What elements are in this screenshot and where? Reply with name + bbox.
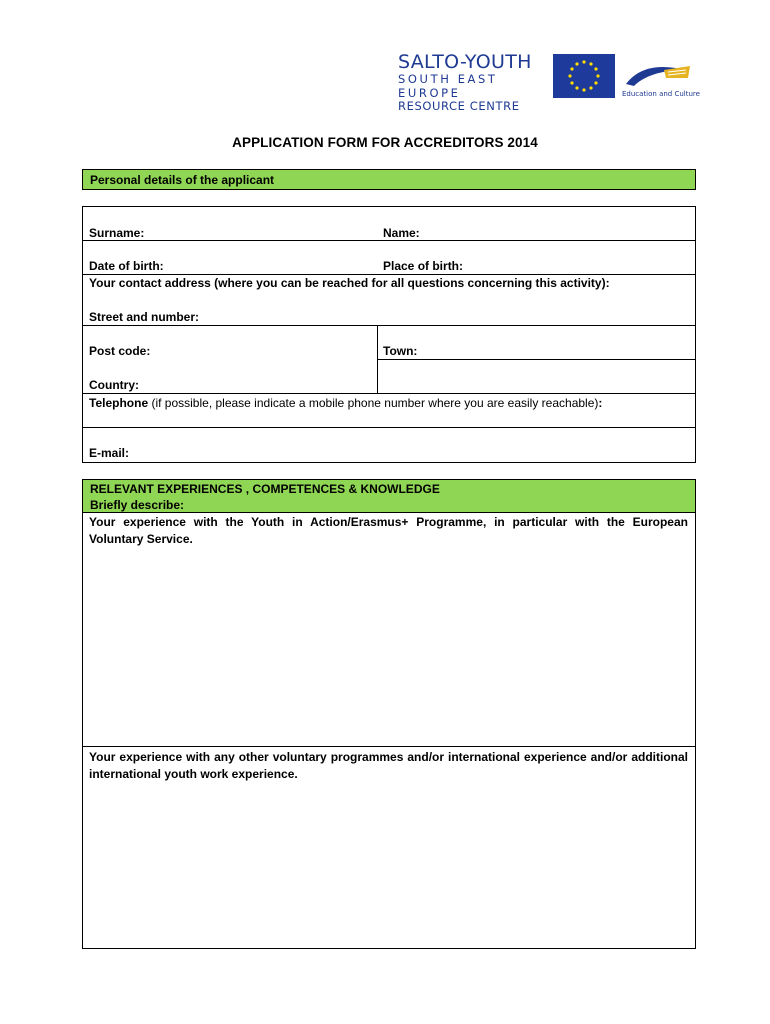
post-code-field-label: Post code: <box>89 344 151 358</box>
telephone-label-text: Telephone <box>89 396 149 410</box>
personal-details-table <box>82 206 696 463</box>
question-other-voluntary: Your experience with any other voluntary programmes and/or international experience and/or additional international youth work experience. <box>89 750 688 781</box>
salto-youth-logo <box>398 52 548 112</box>
experience-table <box>82 479 696 949</box>
divider <box>82 325 696 326</box>
experience-heading-text: RELEVANT EXPERIENCES , COMPETENCES & KNOWLEDGE <box>90 482 440 496</box>
contact-address-label: Your contact address (where you can be reached for all questions concerning this activity): <box>89 276 610 290</box>
personal-details-heading <box>82 169 696 190</box>
divider <box>82 240 696 241</box>
divider <box>82 427 696 428</box>
education-culture-emblem-icon <box>620 62 700 90</box>
place-of-birth-field-label: Place of birth: <box>383 259 464 273</box>
salto-logo-line1: SALTO-YOUTH <box>398 51 532 73</box>
eu-flag-icon <box>553 54 615 98</box>
date-of-birth-field-label: Date of birth: <box>89 259 164 273</box>
divider <box>82 393 696 394</box>
education-culture-logo <box>620 62 700 102</box>
experience-heading <box>82 479 696 513</box>
divider <box>82 274 696 275</box>
education-culture-caption: Education and Culture <box>622 90 700 98</box>
divider <box>82 746 696 747</box>
telephone-field-label <box>89 396 602 410</box>
divider <box>377 359 696 360</box>
surname-field-label: Surname: <box>89 226 145 240</box>
experience-subheading: Briefly describe: <box>90 498 185 512</box>
telephone-note: (if possible, please indicate a mobile phone number where you are easily reachable) <box>148 396 599 410</box>
telephone-colon: : <box>598 396 603 410</box>
salto-logo-line3: RESOURCE CENTRE <box>398 99 520 113</box>
page-title: APPLICATION FORM FOR ACCREDITORS 2014 <box>232 135 538 150</box>
divider <box>377 325 378 393</box>
email-field-label: E-mail: <box>89 446 130 460</box>
street-field-label: Street and number: <box>89 310 200 324</box>
town-field-label: Town: <box>383 344 418 358</box>
personal-details-heading-text: Personal details of the applicant <box>90 173 275 187</box>
salto-logo-line2: SOUTH EAST EUROPE <box>398 72 498 100</box>
name-field-label: Name: <box>383 226 420 240</box>
question-youth-in-action: Your experience with the Youth in Action/Erasmus+ Programme, in particular with the European Voluntary Service. <box>89 515 688 546</box>
country-field-label: Country: <box>89 378 139 392</box>
